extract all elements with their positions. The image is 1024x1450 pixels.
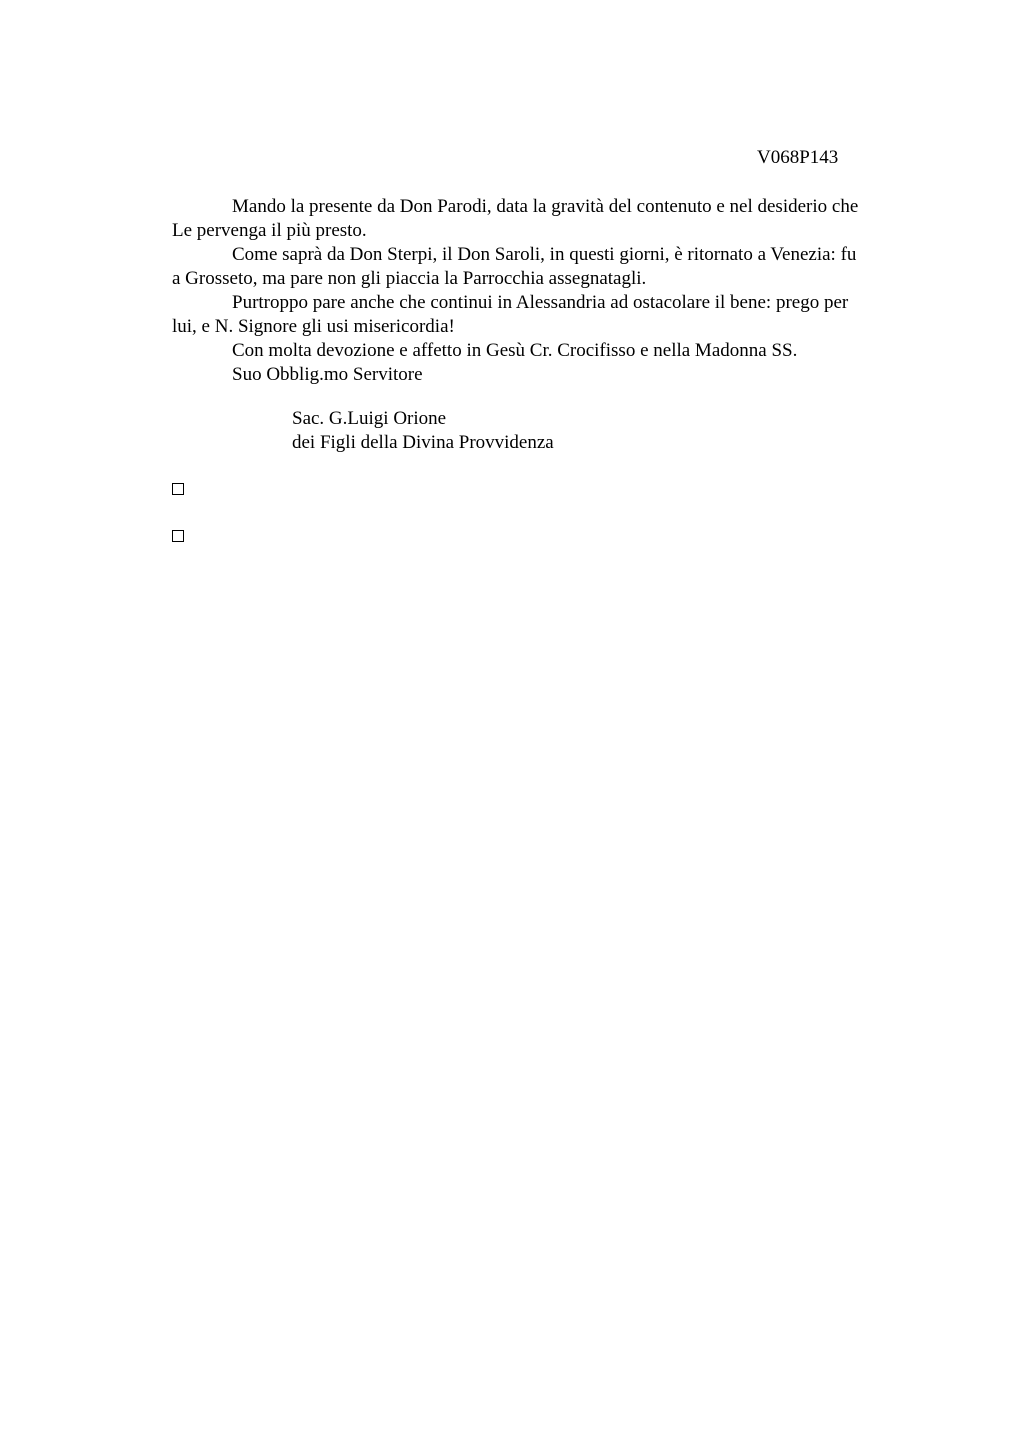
document-reference-code: V068P143 [757, 147, 839, 168]
footnote-box-icon [172, 483, 184, 495]
paragraph-1-line-2: Le pervenga il più presto. [172, 220, 367, 241]
closing-line: Con molta devozione e affetto in Gesù Cr. Crocifisso e nella Madonna SS. [232, 340, 798, 361]
paragraph-1-line-1: Mando la presente da Don Parodi, data la gravità del contenuto e nel desiderio che [232, 196, 859, 217]
paragraph-2-line-2: a Grosseto, ma pare non gli piaccia la Parrocchia assegnatagli. [172, 268, 647, 289]
signature-block [292, 407, 554, 455]
paragraph-2-line-1: Come saprà da Don Sterpi, il Don Saroli, in questi giorni, è ritornato a Venezia: fu [232, 244, 857, 265]
signature-name: Sac. G.Luigi Orione [292, 408, 447, 429]
paragraph-3-line-1: Purtroppo pare anche che continui in Alessandria ad ostacolare il bene: prego per [232, 292, 849, 313]
letter-body [172, 195, 924, 387]
paragraph-3-line-2: lui, e N. Signore gli usi misericordia! [172, 316, 455, 337]
signature-title: dei Figli della Divina Provvidenza [292, 432, 554, 453]
valediction: Suo Obblig.mo Servitore [232, 364, 423, 385]
footnote-box-icon [172, 530, 184, 542]
